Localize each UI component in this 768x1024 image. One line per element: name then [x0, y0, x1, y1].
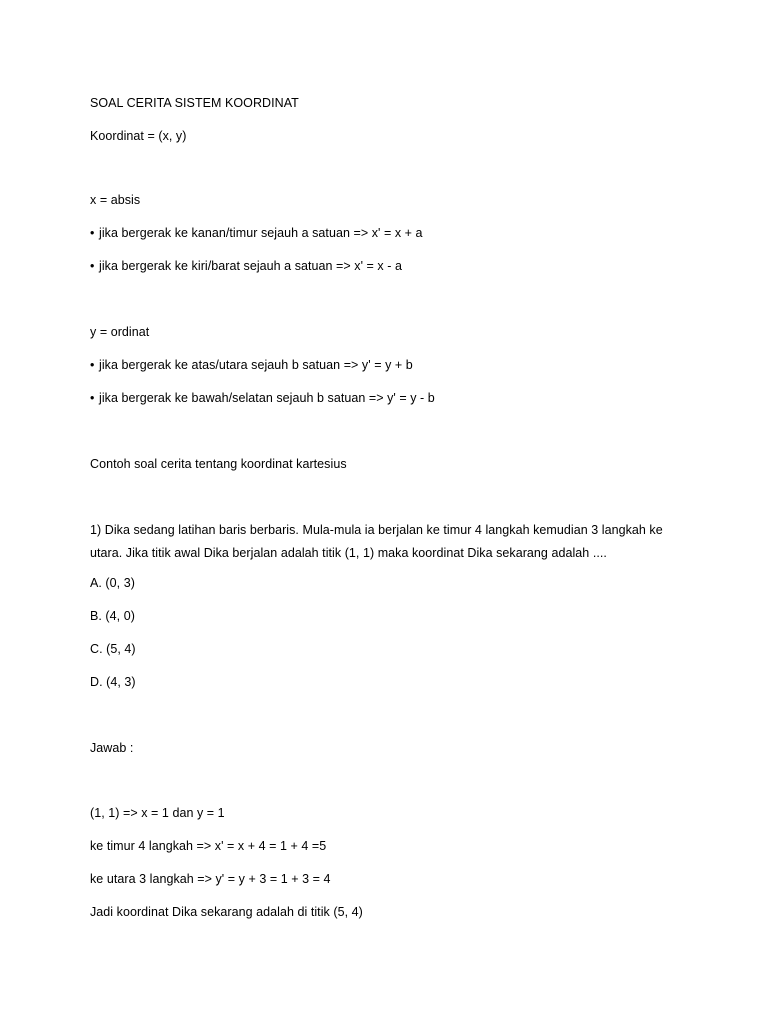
answer-option: D. (4, 3) [90, 675, 136, 689]
x-rule-item [90, 222, 690, 245]
bullet-icon: • [90, 259, 95, 273]
answer-label: Jawab : [90, 741, 134, 755]
question-text: 1) Dika sedang latihan baris berbaris. Mula-mula ia berjalan ke timur 4 langkah kemudian 3 langkah ke utara. Jika titik awal Dika berjalan adalah titik (1, 1) maka koordinat Dika sekarang adalah .... [90, 523, 663, 560]
x-rule-text: jika bergerak ke kiri/barat sejauh a satuan => x' = x - a [99, 259, 402, 273]
y-rule-text: jika bergerak ke bawah/selatan sejauh b satuan => y' = y - b [99, 391, 435, 405]
bullet-icon: • [90, 226, 95, 240]
bullet-icon: • [90, 358, 95, 372]
x-rule-text: jika bergerak ke kanan/timur sejauh a satuan => x' = x + a [99, 226, 423, 240]
answer-option: A. (0, 3) [90, 576, 135, 590]
solution-step: ke timur 4 langkah => x' = x + 4 = 1 + 4 =5 [90, 839, 327, 853]
y-rule-item [90, 387, 690, 410]
document-title: SOAL CERITA SISTEM KOORDINAT [90, 96, 299, 110]
x-section-heading: x = absis [90, 193, 141, 207]
x-rule-item [90, 255, 690, 278]
answer-option: C. (5, 4) [90, 642, 136, 656]
answer-option: B. (4, 0) [90, 609, 135, 623]
solution-step: (1, 1) => x = 1 dan y = 1 [90, 806, 225, 820]
solution-conclusion: Jadi koordinat Dika sekarang adalah di titik (5, 4) [90, 905, 363, 919]
example-heading: Contoh soal cerita tentang koordinat kartesius [90, 457, 347, 471]
bullet-icon: • [90, 391, 95, 405]
y-rule-item [90, 354, 690, 377]
y-rule-text: jika bergerak ke atas/utara sejauh b satuan => y' = y + b [99, 358, 413, 372]
y-section-heading: y = ordinat [90, 325, 150, 339]
solution-step: ke utara 3 langkah => y' = y + 3 = 1 + 3 = 4 [90, 872, 331, 886]
coordinate-definition: Koordinat = (x, y) [90, 129, 187, 143]
